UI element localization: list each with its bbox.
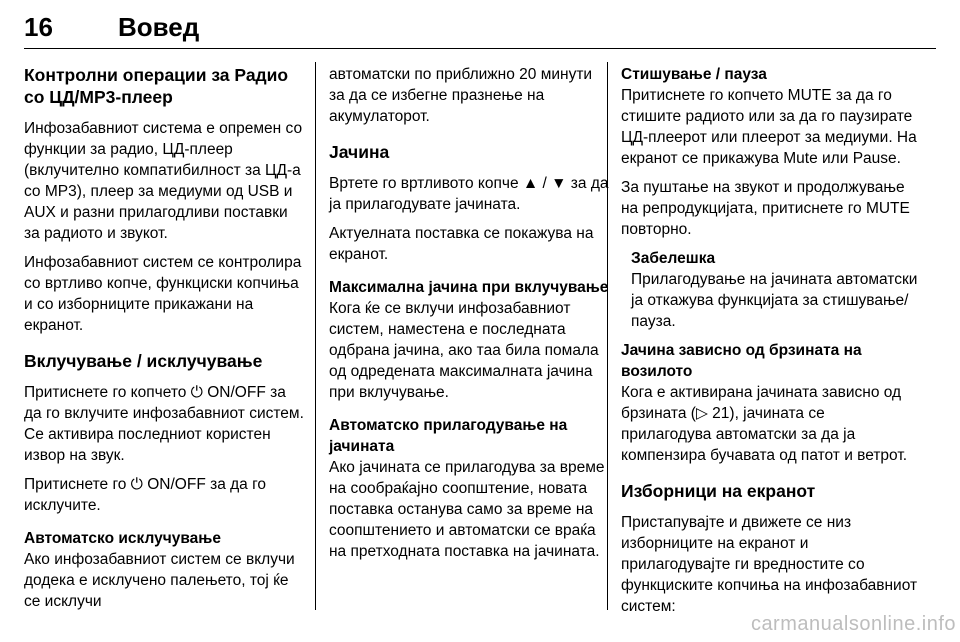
section-heading-controls: Контролни операции за Радио со ЦД/MP3-плеер (24, 65, 289, 107)
paragraph: Кога е активирана јачината зависно од брзината (▷ 21), јачината се прилагодува автоматски за да ја компензира бучавата од патот и ветрот. (621, 384, 908, 464)
subheading-mute-pause: Стишување / пауза (621, 66, 767, 83)
paragraph: Актуелната поставка се покажува на екранот. (329, 225, 594, 263)
header-rule (24, 48, 936, 49)
section-heading-menus: Изборници на екранот (621, 481, 816, 501)
paragraph: Ако инфозабавниот систем се вклучи додека е исклучено палењето, тој ќе се исклучи (24, 551, 295, 610)
watermark: carmanualsonline.info (750, 613, 956, 635)
section-heading-volume: Јачина (329, 142, 390, 162)
paragraph: Инфозабавниот система е опремен со функции за радио, ЦД-плеер (вклучително компатибилност за ЦД-а со MP3), плеер за медиуми од USB и AUX и разни прилагодливи поставки за радиото и звукот. (24, 120, 303, 242)
subheading-auto-off: Автоматско исклучување (24, 530, 221, 547)
page-header (24, 10, 936, 48)
paragraph: Инфозабавниот систем се контролира со вртливо копче, функциски копчиња и со изборниците прикажани на екранот. (24, 254, 302, 334)
column-3 (621, 64, 919, 625)
note-text: Прилагодување на јачината автоматски ја откажува функцијата за стишување/пауза. (631, 271, 918, 330)
paragraph: Притиснете го копчето ⏻ ON/OFF за да го вклучите инфозабавниот систем. Се активира последниот користен извор на звук. (24, 384, 304, 464)
paragraph: Ако јачината се прилагодува за време на сообраќајно соопштение, новата поставка останува само за време на соопштението и автоматски се враќа на претходната поставка на јачината. (329, 459, 605, 560)
page-number: 16 (24, 12, 53, 42)
paragraph: Кога ќе се вклучи инфозабавниот систем, наместена е последната одбрана јачина, ако таа била помала од одредената максималната јачина при вклучување. (329, 300, 599, 401)
subheading-auto-volume: Автоматско прилагодување на јачината (329, 417, 568, 455)
subheading-speed-volume: Јачина зависно од брзината на возилото (621, 342, 862, 380)
column-1 (24, 64, 304, 620)
chapter-title: Вовед (118, 12, 200, 42)
note-title: Забелешка (631, 250, 716, 267)
paragraph: За пуштање на звукот и продолжување на репродукцијата, притиснете го MUTE повторно. (621, 179, 910, 238)
subheading-max-volume: Максимална јачина при вклучување (329, 279, 609, 296)
paragraph: Вртете го вртливото копче ▲ / ▼ за да ја прилагодувате јачината. (329, 175, 609, 213)
column-divider-1 (315, 62, 316, 610)
note-box (621, 248, 919, 332)
section-heading-on-off: Вклучување / исклучување (24, 351, 263, 371)
paragraph: Притиснете го ⏻ ON/OFF за да го исклучите. (24, 476, 267, 514)
paragraph: автоматски по приближно 20 минути за да се избегне празнење на акумулаторот. (329, 66, 593, 125)
paragraph: Притиснете го копчето MUTE за да го стишите радиото или за да го паузирате ЦД-плеерот или плеерот за медиуми. На екранот се прикажува Mute или Pause. (621, 87, 917, 167)
paragraph: Пристапувајте и движете се низ изборниците на екранот и прилагодувајте ги вредностите со функциските копчиња на инфозабавниот систем: (621, 514, 918, 615)
column-2 (329, 64, 609, 570)
